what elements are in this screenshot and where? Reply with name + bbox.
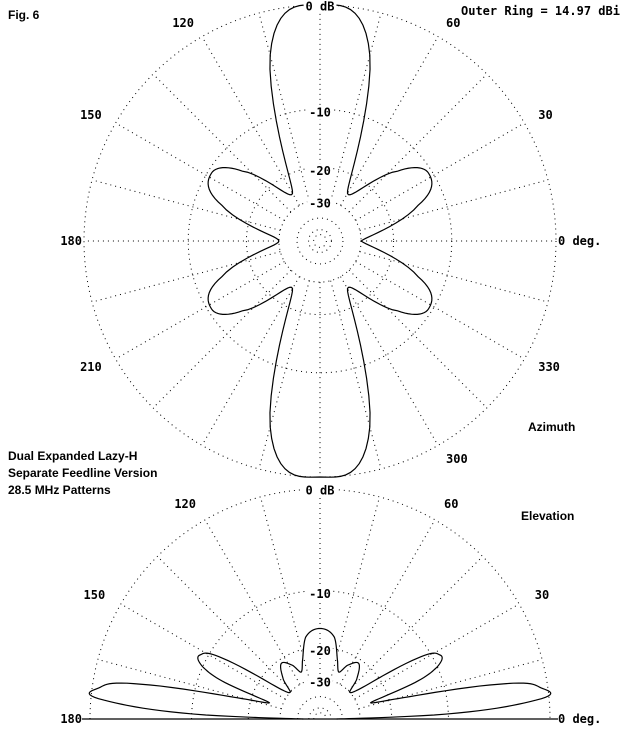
grid-spoke	[360, 180, 548, 230]
angle-label: 210	[80, 360, 102, 374]
grid-ring	[309, 708, 331, 719]
grid-ring	[314, 235, 327, 248]
angle-label: 150	[80, 108, 102, 122]
grid-spoke	[205, 520, 300, 685]
ring-label: -30	[309, 196, 331, 211]
grid-spoke	[349, 74, 487, 212]
azimuth-title: Azimuth	[528, 420, 576, 434]
grid-spoke	[349, 270, 487, 408]
grid-spoke	[98, 659, 281, 708]
grid-spoke	[116, 262, 285, 359]
ring-label: 0 dB	[305, 483, 335, 498]
elevation-title: Elevation	[521, 509, 575, 523]
grid-spoke	[202, 277, 299, 446]
angle-label: 120	[174, 497, 196, 512]
ring-label: -10	[309, 105, 331, 120]
grid-spoke	[259, 13, 309, 201]
grid-spoke	[331, 13, 381, 201]
azimuth-chart	[60, 0, 601, 477]
grid-spoke	[92, 180, 280, 230]
grid-spoke	[92, 252, 280, 302]
angle-label: 150	[83, 588, 106, 602]
angle-label: 0 deg.	[558, 234, 602, 248]
figure-label: Fig. 6	[8, 8, 40, 22]
grid-spoke	[341, 37, 438, 206]
angle-label: 60	[444, 497, 459, 512]
grid-spoke	[202, 37, 299, 206]
grid-spoke	[260, 497, 309, 680]
grid-spoke	[157, 556, 291, 690]
caption-line-2: Separate Feedline Version	[8, 466, 158, 480]
caption-line-1: Dual Expanded Lazy-H	[8, 449, 138, 463]
grid-spoke	[330, 497, 379, 680]
grid-spoke	[153, 74, 291, 212]
grid-spoke	[359, 659, 542, 708]
pattern-trace	[208, 5, 432, 477]
angle-label: 60	[446, 15, 461, 30]
grid-ring	[84, 5, 556, 477]
ring-label: -20	[309, 643, 331, 658]
grid-ring	[297, 218, 343, 264]
grid-ring	[314, 713, 326, 719]
angle-label: 30	[538, 108, 553, 122]
grid-spoke	[356, 262, 525, 359]
grid-spoke	[356, 123, 525, 220]
grid-spoke	[360, 252, 548, 302]
grid-ring	[298, 697, 343, 719]
angle-label: 330	[538, 360, 560, 374]
grid-spoke	[348, 556, 482, 690]
grid-spoke	[116, 123, 285, 220]
angle-label: 120	[172, 15, 194, 30]
ring-label: -20	[309, 163, 331, 178]
grid-ring	[188, 109, 452, 373]
angle-label: 300	[446, 452, 468, 467]
grid-spoke	[331, 281, 381, 469]
grid-spoke	[340, 520, 435, 685]
caption-line-3: 28.5 MHz Patterns	[8, 483, 111, 497]
grid-spoke	[341, 277, 438, 446]
ring-label: -10	[309, 587, 331, 602]
angle-label: 180	[60, 234, 82, 248]
outer-ring-label: Outer Ring = 14.97 dBi	[461, 4, 620, 18]
grid-spoke	[259, 281, 309, 469]
angle-label: 30	[534, 588, 550, 602]
grid-ring	[309, 230, 332, 253]
ring-label: 0 dB	[305, 0, 335, 14]
angle-label: 180	[60, 712, 82, 726]
grid-spoke	[153, 270, 291, 408]
grid-ring	[279, 200, 361, 282]
angle-label: 0 deg.	[558, 712, 602, 726]
ring-label: -30	[309, 675, 331, 690]
